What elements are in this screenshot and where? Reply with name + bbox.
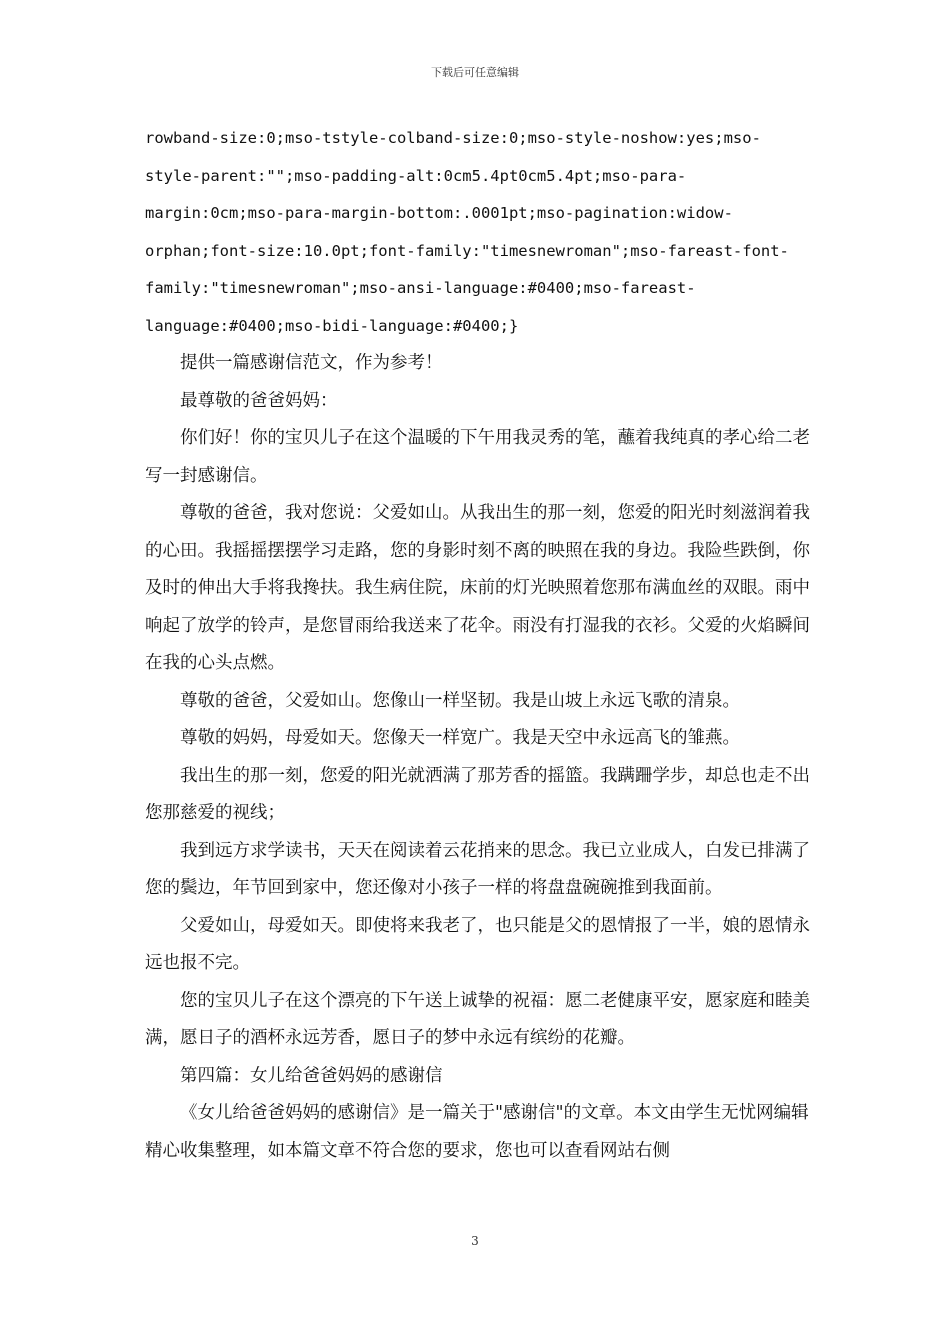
intro-paragraph: 提供一篇感谢信范文，作为参考！ — [180, 353, 443, 373]
salutation: 最尊敬的爸爸妈妈： — [180, 390, 338, 411]
section-heading: 第四篇：女儿给爸爸妈妈的感谢信 — [180, 1065, 443, 1086]
body-paragraph: 父爱如山，母爱如天。即使将来我老了，也只能是父的恩情报了一半，娘的恩情永远也报不完。 — [145, 915, 810, 973]
body-paragraph: 你们好！你的宝贝儿子在这个温暖的下午用我灵秀的笔，蘸着我纯真的孝心给二老写一封感谢信。 — [145, 428, 810, 486]
page-header: 下载后可任意编辑 — [431, 66, 519, 79]
style-code-line: style-parent:"";mso-padding-alt:0cm5.4pt0cm5.4pt;mso-para- — [145, 166, 687, 185]
style-code-line: rowband-size:0;mso-tstyle-colband-size:0;mso-style-noshow:yes;mso- — [145, 129, 761, 147]
body-paragraph: 尊敬的爸爸，我对您说：父爱如山。从我出生的那一刻，您爱的阳光时刻滋润着我的心田。我摇摇摆摆学习走路，您的身影时刻不离的映照在我的身边。我险些跌倒，你及时的伸出大手将我搀扶。我生病住院，床前的灯光映照着您那布满血丝的双眼。雨中响起了放学的铃声，是您冒雨给我送来了花伞。雨没有打湿我的衣衫。父爱的火焰瞬间在我的心头点燃。 — [145, 503, 810, 673]
body-paragraph: 我到远方求学读书，天天在阅读着云花捎来的思念。我已立业成人，白发已排满了您的鬓边，年节回到家中，您还像对小孩子一样的将盘盘碗碗推到我面前。 — [145, 840, 810, 898]
page-number: 3 — [471, 1234, 479, 1248]
body-paragraph: 尊敬的妈妈，母爱如天。您像天一样宽广。我是天空中永远高飞的雏燕。 — [180, 728, 740, 748]
body-paragraph: 《女儿给爸爸妈妈的感谢信》是一篇关于"感谢信"的文章。本文由学生无忧网编辑精心收集整理，如本篇文章不符合您的要求，您也可以查看网站右侧 — [145, 1103, 809, 1161]
style-code-line: orphan;font-size:10.0pt;font-family:"timesnewroman";mso-fareast-font- — [145, 241, 789, 260]
body-paragraph: 我出生的那一刻，您爱的阳光就洒满了那芳香的摇篮。我蹒跚学步，却总也走不出您那慈爱的视线； — [145, 765, 810, 823]
style-code-line: margin:0cm;mso-para-margin-bottom:.0001pt;mso-pagination:widow- — [145, 204, 733, 222]
style-code-line: language:#0400;mso-bidi-language:#0400;} — [145, 316, 519, 335]
body-paragraph: 您的宝贝儿子在这个漂亮的下午送上诚挚的祝福：愿二老健康平安，愿家庭和睦美满，愿日子的酒杯永远芳香，愿日子的梦中永远有缤纷的花瓣。 — [145, 990, 810, 1048]
document-body — [145, 120, 810, 1170]
style-code-line: family:"timesnewroman";mso-ansi-language:#0400;mso-fareast- — [145, 279, 696, 297]
body-paragraph: 尊敬的爸爸，父爱如山。您像山一样坚韧。我是山坡上永远飞歌的清泉。 — [180, 690, 740, 711]
